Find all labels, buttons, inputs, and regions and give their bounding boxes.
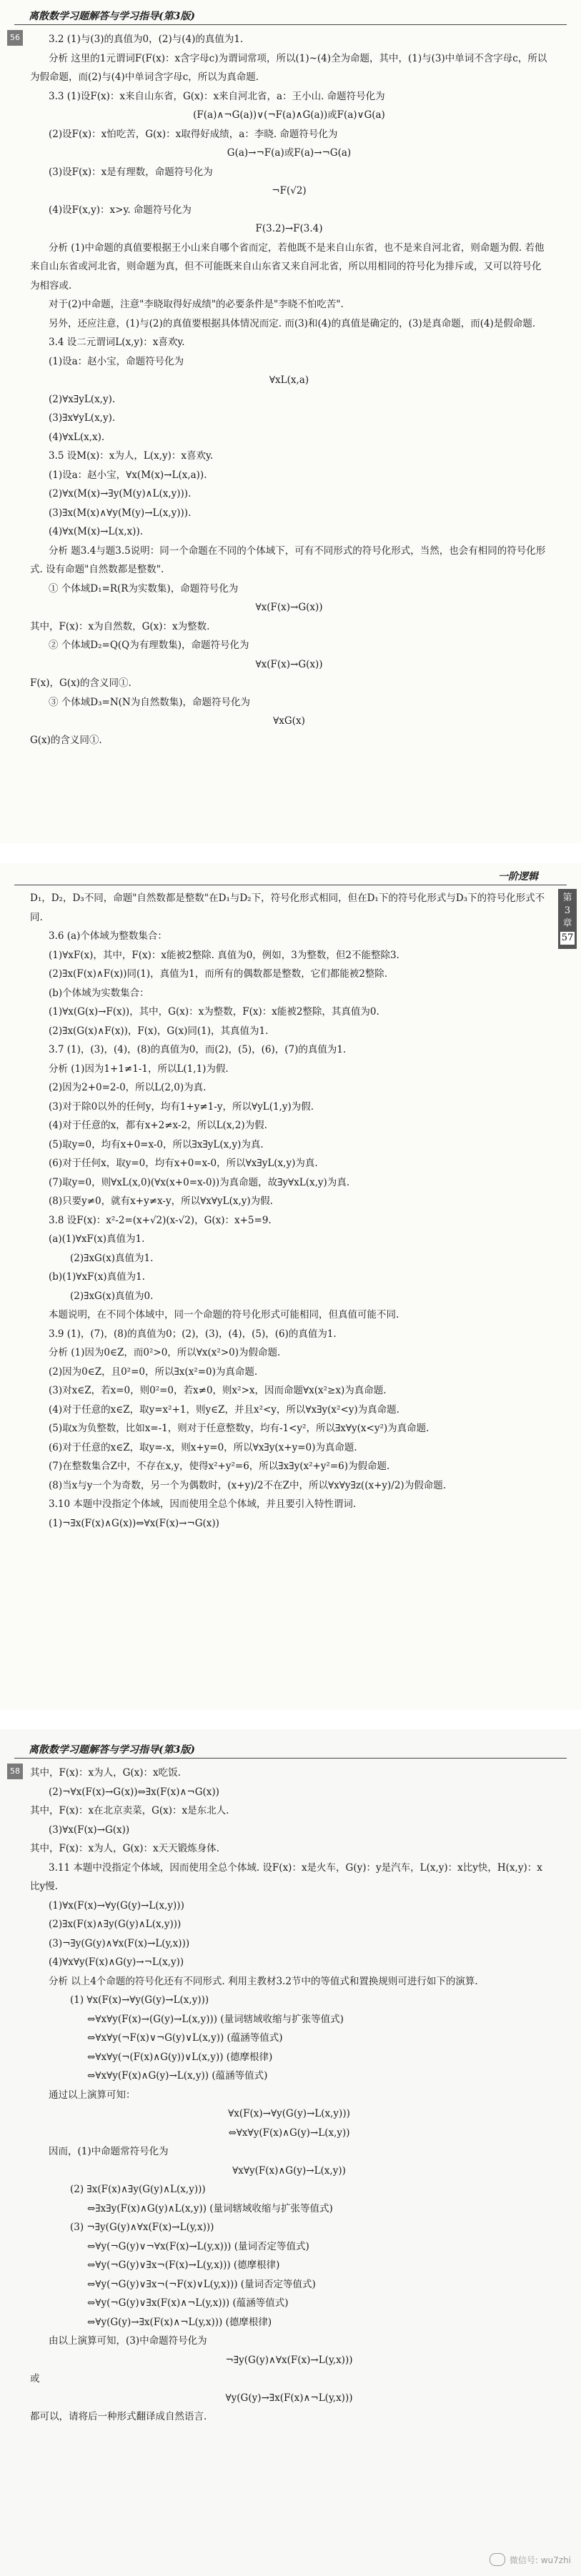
paragraph: 3.9 (1)，(7)，(8)的真值为0；(2)，(3)，(4)，(5)，(6)的真值为1.: [49, 1328, 337, 1340]
page-body: [30, 889, 548, 1533]
paragraph: (1)∀x(G(x)→F(x))，其中，G(x)：x为整数，F(x)：x能被2整除，其真值为0.: [49, 1006, 379, 1018]
formula: ∀xL(x,a): [269, 374, 309, 386]
derivation-step: ⇔∀x∀y(¬(F(x)∧G(y))∨L(x,y)) (德摩根律): [87, 2051, 273, 2063]
formula: F(3.2)→F(3.4): [255, 223, 323, 234]
paragraph: 其中，F(x)：x为人，G(x)：x吃饭.: [30, 1767, 181, 1779]
paragraph: (5)取y=0，均有x+0=x-0，所以∃x∃yL(x,y)为真.: [49, 1138, 264, 1150]
header-rule: [14, 1758, 567, 1759]
paragraph: (b)个体域为实数集合：: [49, 987, 149, 999]
header-rule: [14, 24, 567, 25]
paragraph: 3.7 (1)，(3)，(4)，(8)的真值为0，而(2)，(5)，(6)，(7)的真值为1.: [49, 1044, 347, 1055]
paragraph: (4)∀x∀y(F(x)∧G(y)→¬L(x,y)): [49, 1956, 184, 1968]
paragraph: (4)∀xL(x,x).: [49, 431, 105, 443]
derivation-step: ⇔∀y(¬G(y)∨∃x¬(F(x)→L(y,x))) (德摩根律): [87, 2259, 280, 2271]
running-header: 一阶逻辑: [498, 871, 538, 882]
derivation-step: ⇔∀y(¬G(y)∨∃x¬(¬F(x)∨L(y,x))) (量词否定等值式): [87, 2278, 316, 2290]
paragraph: 3.11 本题中没指定个体域，因而使用全总个体域. 设F(x)：x是火车，G(y)：y是汽车，L(x,y)：x比y快，H(x,y)：x比y慢.: [30, 1861, 542, 1892]
paragraph: (2)因为0∈Z，且0²=0，所以∃x(x²=0)为真命题.: [49, 1366, 258, 1378]
watermark-text: 微信号: wu7zhi: [509, 2555, 571, 2565]
paragraph: 3.8 设F(x)：x²-2=(x+√2)(x-√2)，G(x)：x+5=9.: [49, 1214, 272, 1226]
paragraph: 分析 这里的1元谓词F(F(x)：x含字母c)为谓词常项，所以(1)~(4)全为命题，其中，(1)与(3)中单词不含字母c，所以为假命题，而(2)与(4)中单词含字母c，所以为真命题.: [30, 52, 547, 83]
paragraph: (1)设a：赵小宝，命题符号化为: [49, 355, 184, 367]
paragraph: 3.3 (1)设F(x)：x来自山东省，G(x)：x来自河北省，a：王小山. 命题符号化为: [49, 90, 385, 102]
formula: (2) ∃x(F(x)∧∃y(G(y)∧L(x,y))): [70, 2184, 206, 2195]
paragraph: (2)∃xG(x)真值为1.: [70, 1252, 154, 1264]
page-body: [30, 1764, 548, 2427]
paragraph: (3)设F(x)：x是有理数，命题符号化为: [49, 166, 213, 178]
book-page-1: [0, 0, 581, 843]
paragraph: (2)设F(x)：x怕吃苦，G(x)：x取得好成绩，a：李晓. 命题符号化为: [49, 128, 338, 140]
paragraph: (3)对x∈Z，若x=0，则0²=0，若x≠0，则x²>x，因而命题∀x(x²≥x)为真命题.: [49, 1385, 387, 1396]
paragraph: (2)∀x(M(x)→∃y(M(y)∧L(x,y))).: [49, 488, 192, 499]
paragraph: 分析 (1)中命题的真值要根据王小山来自哪个省而定，若他既不是来自山东省，也不是来自河北省，则命题为假. 若他来自山东省或河北省，则命题为真，但不可能既来自山东省又来自河北省，所以用相同的符号化为排斥或，又可以符号化为相容或.: [30, 242, 545, 292]
paragraph: (2)¬∀x(F(x)→G(x))⇔∃x(F(x)∧¬G(x)): [49, 1786, 219, 1798]
paragraph: (2)∃x(G(x)∧F(x))，F(x)，G(x)同(1)，其真值为1.: [49, 1025, 269, 1037]
paragraph: 由以上演算可知，(3)中命题符号化为: [49, 2335, 207, 2347]
paragraph: 分析 题3.4与题3.5说明：同一个命题在不同的个体域下，可有不同形式的符号化形式，当然，也会有相同的符号化形式. 设有命题"自然数都是整数".: [30, 544, 546, 575]
paragraph: 3.4 设二元谓词L(x,y)：x喜欢y.: [49, 337, 185, 348]
book-page-3: [0, 1729, 581, 2576]
page-number-badge: 58: [7, 1764, 23, 1779]
paragraph: F(x)，G(x)的含义同①.: [30, 677, 131, 689]
paragraph: 对于(2)中命题，注意"李晓取得好成绩"的必要条件是"李晓不怕吃苦".: [49, 299, 344, 310]
derivation-step: ⇔∀x∀y(F(x)∧G(y)→L(x,y)) (蕴涵等值式): [87, 2070, 268, 2082]
derivation-step: ⇔∀x∀y(¬F(x)∨¬G(y)∨L(x,y)) (蕴涵等值式): [87, 2032, 283, 2044]
formula: ∀xG(x): [273, 715, 305, 727]
derivation-step: ⇔∀y(G(y)→∃x(F(x)∧¬L(y,x))) (德摩根律): [87, 2316, 272, 2328]
paragraph: 其中，F(x)：x为自然数，G(x)：x为整数.: [30, 620, 210, 632]
formula: ¬∃y(G(y)∧∀x(F(x)→L(y,x))): [225, 2354, 353, 2366]
paragraph: (7)在整数集合Z中，不存在x,y，使得x²+y²=6，所以∃x∃y(x²+y²=6)为假命题.: [49, 1461, 390, 1472]
paragraph: 或: [30, 2373, 40, 2384]
paragraph: (1)¬∃x(F(x)∧G(x))⇔∀x(F(x)→¬G(x)): [49, 1517, 219, 1529]
paragraph: 另外，还应注意，(1)与(2)的真值要根据具体情况而定. 而(3)和(4)的真值是确定的，(3)是真命题，而(4)是假命题.: [49, 317, 536, 329]
paragraph: (3)¬∃y(G(y)∧∀x(F(x)→L(y,x))): [49, 1937, 190, 1949]
chapter-tab-char: 章: [562, 918, 572, 929]
paragraph: (b)(1)∀xF(x)真值为1.: [49, 1271, 145, 1283]
paragraph: (1)设a：赵小宝，∀x(M(x)→L(x,a)).: [49, 469, 207, 481]
paragraph: (8)当x与y一个为奇数，另一个为偶数时，(x+y)/2不在Z中，所以∀x∀y∃z((x+y)/2)为假命题.: [49, 1479, 446, 1491]
chapter-tab-number: 3: [564, 905, 571, 916]
derivation-step: ⇔∀x∀y(F(x)→(G(y)→L(x,y))) (量词辖域收缩与扩张等值式): [87, 2013, 344, 2025]
wechat-icon: [490, 2553, 505, 2566]
paragraph: 因而，(1)中命题常符号化为: [49, 2146, 169, 2157]
paragraph: (a)(1)∀xF(x)真值为1.: [49, 1233, 145, 1245]
paragraph: (7)取y=0，则∀xL(x,0)(∀x(x+0=x-0))为真命题，故∃y∀xL(x,y)为真.: [49, 1176, 350, 1188]
derivation-step: ⇔∃x∃y(F(x)∧G(y)∧L(x,y)) (量词辖域收缩与扩张等值式): [87, 2202, 333, 2214]
paragraph: 分析 (1)因为0∈Z，而0²>0，所以∀x(x²>0)为假命题.: [49, 1347, 281, 1358]
paragraph: (2)因为2+0=2-0，所以L(2,0)为真.: [49, 1082, 207, 1093]
paragraph: (3)∀x(F(x)→G(x)): [49, 1824, 130, 1836]
paragraph: (4)设F(x,y)：x>y. 命题符号化为: [49, 204, 192, 216]
paragraph: (3)∃x∀yL(x,y).: [49, 412, 116, 424]
paragraph: (5)取x为负整数，比如x=-1，则对于任意整数y，均有-1<y²，所以∃x∀y(x<y²)为真命题.: [49, 1423, 429, 1434]
paragraph: 其中，F(x)：x在北京卖菜，G(x)：x是东北人.: [30, 1805, 229, 1816]
paragraph: 本题说明，在不同个体域中，同一个命题的符号化形式可能相同，但真值可能不同.: [49, 1309, 399, 1321]
formula: (1) ∀x(F(x)→∀y(G(y)→L(x,y))): [70, 1994, 209, 2006]
paragraph: 3.5 设M(x)：x为人，L(x,y)：x喜欢y.: [49, 450, 214, 462]
formula: ∀y(G(y)→∃x(F(x)∧¬L(y,x))): [225, 2392, 353, 2404]
paragraph: 分析 以上4个命题的符号化还有不同形式. 利用主教材3.2节中的等值式和置换规则可进行如下的演算.: [49, 1975, 478, 1987]
paragraph: G(x)的含义同①.: [30, 734, 102, 746]
paragraph: (3)对于除0以外的任何y，均有1+y≠1-y，所以∀yL(1,y)为假.: [49, 1100, 314, 1113]
paragraph: 其中，F(x)：x为人，G(x)：x天天锻炼身体.: [30, 1843, 219, 1854]
paragraph: 都可以，请将后一种形式翻译成自然语言.: [30, 2411, 207, 2422]
paragraph: (4)对于任意的x∈Z，取y=x²+1，则y∈Z，并且x²<y，所以∀x∃y(x²<y)为真命题.: [49, 1403, 399, 1416]
book-page-2: [0, 863, 581, 1710]
formula: ∀x∀y(F(x)∧G(y)→L(x,y)): [232, 2164, 346, 2177]
paragraph: 3.6 (a)个体域为整数集合：: [49, 930, 167, 942]
paragraph: (3)∃x(M(x)∧∀y(M(y)→L(x,y))).: [49, 507, 192, 519]
paragraph: (4)∀x(M(x)→L(x,x)).: [49, 526, 144, 537]
formula: ∀x(F(x)→∀y(G(y)→L(x,y))): [228, 2108, 350, 2119]
paragraph: 3.10 本题中没指定个体域，因而使用全总个体域，并且要引入特性谓词.: [49, 1498, 357, 1510]
chapter-side-tab: [558, 889, 577, 949]
formula: ∀x(F(x)→G(x)): [255, 658, 323, 670]
page-body: [30, 30, 548, 750]
derivation-step: ⇔∀y(¬G(y)∨∃x(F(x)∧¬L(y,x))) (蕴涵等值式): [87, 2297, 289, 2309]
formula: ⇔∀x∀y(F(x)∧G(y)→L(x,y)): [228, 2127, 350, 2139]
formula: ∀x(F(x)→G(x)): [255, 602, 323, 613]
paragraph: (6)对于任意的x∈Z，取y=-x，则x+y=0，所以∀x∃y(x+y=0)为真命题.: [49, 1441, 357, 1453]
paragraph: 分析 (1)因为1+1≠1-1，所以L(1,1)为假.: [49, 1063, 229, 1075]
paragraph: 通过以上演算可知：: [49, 2089, 136, 2101]
chapter-tab-char: 第: [562, 892, 572, 903]
paragraph: (2)∃x(F(x)∧∃y(G(y)∧L(x,y))): [49, 1919, 182, 1930]
formula: (3) ¬∃y(G(y)∧∀x(F(x)→L(y,x))): [70, 2222, 214, 2233]
running-header: 离散数学习题解答与学习指导(第3版): [29, 11, 195, 22]
paragraph: (2)∀x∃yL(x,y).: [49, 393, 116, 405]
paragraph: (6)对于任何x，取y=0，均有x+0=x-0，所以∀x∃yL(x,y)为真.: [49, 1158, 318, 1169]
formula: (F(a)∧¬G(a))∨(¬F(a)∧G(a))或F(a)∨G(a): [193, 109, 385, 121]
paragraph: ① 个体域D₁=R(R为实数集)，命题符号化为: [49, 582, 239, 595]
page-number-badge: 56: [7, 30, 23, 46]
paragraph: (1)∀x(F(x)→∀y(G(y)→L(x,y))): [49, 1899, 184, 1911]
running-header: 离散数学习题解答与学习指导(第3版): [29, 1744, 195, 1756]
paragraph: (2)∃xG(x)真值为0.: [70, 1290, 154, 1302]
formula: ¬F(√2): [272, 185, 307, 197]
paragraph: (8)只要y≠0，就有x+y≠x-y，所以∀x∀yL(x,y)为假.: [49, 1195, 273, 1207]
paragraph: D₁，D₂，D₃不同，命题"自然数都是整数"在D₁与D₂下，符号化形式相同，但在D₁下的符号化形式与D₃下的符号化形式不同.: [30, 892, 545, 923]
wechat-watermark: [490, 2553, 571, 2566]
page-number-badge: 57: [561, 933, 574, 943]
paragraph: 3.2 (1)与(3)的真值为0，(2)与(4)的真值为1.: [49, 34, 244, 45]
paragraph: (1)∀xF(x)，其中，F(x)：x能被2整除. 真值为0，例如，3为整数，但2不能整除3.: [49, 949, 399, 961]
paragraph: ② 个体域D₂=Q(Q为有理数集)，命题符号化为: [49, 640, 249, 651]
paragraph: (2)∃x(F(x)∧F(x))同(1)，真值为1，而所有的偶数都是整数，它们都能被2整除.: [49, 968, 388, 980]
paragraph: (4)对于任意的x，都有x+2≠x-2，所以L(x,2)为假.: [49, 1120, 267, 1131]
formula: G(a)→¬F(a)或F(a)→¬G(a): [227, 147, 352, 159]
paragraph: ③ 个体域D₃=N(N为自然数集)，命题符号化为: [49, 696, 250, 708]
derivation-step: ⇔∀y(¬G(y)∨¬∀x(F(x)→L(y,x))) (量词否定等值式): [87, 2240, 309, 2252]
